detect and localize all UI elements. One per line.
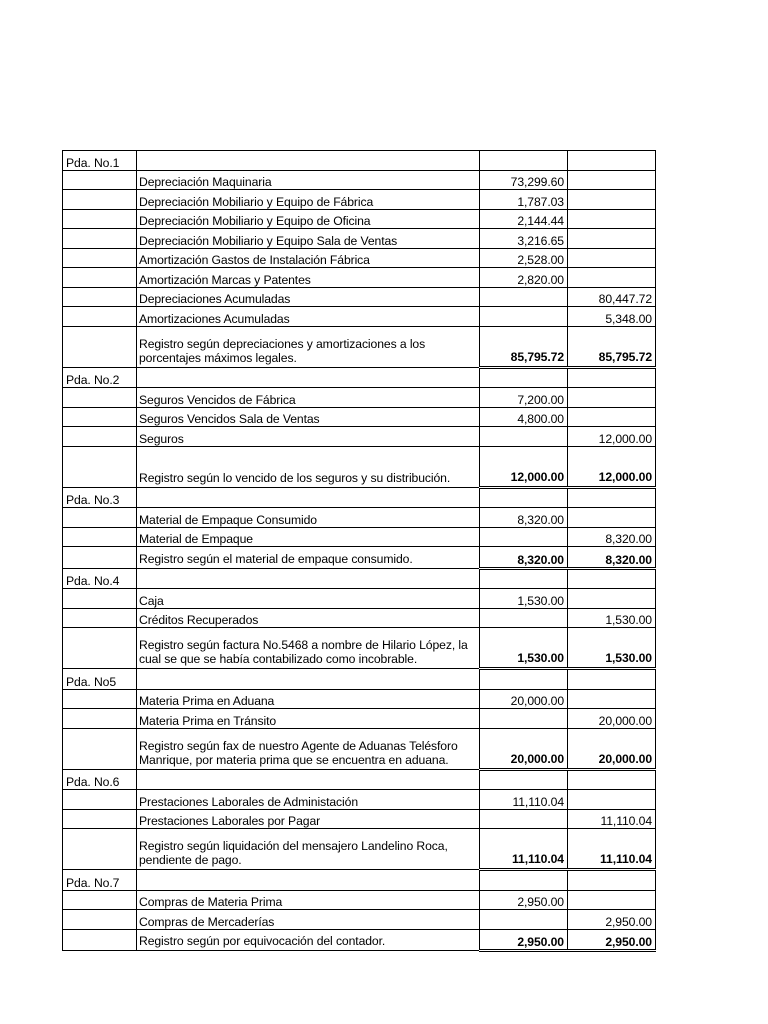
empty-cell <box>568 769 656 790</box>
debit-amount <box>480 427 568 447</box>
debit-amount: 11,110.04 <box>480 790 568 810</box>
credit-amount: 1,530.00 <box>568 608 656 628</box>
account-line-row <box>63 268 656 288</box>
debit-amount: 2,528.00 <box>480 248 568 268</box>
credit-amount <box>568 407 656 427</box>
empty-cell <box>63 790 137 810</box>
account-name: Créditos Recuperados <box>137 608 480 628</box>
empty-cell <box>568 870 656 891</box>
account-name: Depreciación Mobiliario y Equipo de Oficina <box>137 209 480 229</box>
entry-label: Pda. No.7 <box>63 870 137 891</box>
total-debit: 11,110.04 <box>480 829 568 870</box>
credit-amount: 2,950.00 <box>568 910 656 930</box>
empty-cell <box>63 209 137 229</box>
total-credit: 8,320.00 <box>568 547 656 569</box>
credit-amount <box>568 229 656 249</box>
empty-cell <box>480 487 568 508</box>
empty-cell <box>63 628 137 669</box>
empty-cell <box>63 728 137 769</box>
account-line-row <box>63 910 656 930</box>
account-name: Material de Empaque Consumido <box>137 508 480 528</box>
total-credit: 11,110.04 <box>568 829 656 870</box>
credit-amount: 11,110.04 <box>568 809 656 829</box>
entry-description-row <box>63 326 656 367</box>
entry-header-row <box>63 367 656 388</box>
debit-amount <box>480 527 568 547</box>
entry-description-row <box>63 728 656 769</box>
empty-cell <box>63 910 137 930</box>
account-line-row <box>63 229 656 249</box>
empty-cell <box>480 568 568 589</box>
entry-description-row <box>63 446 656 487</box>
empty-cell <box>480 367 568 388</box>
account-line-row <box>63 209 656 229</box>
credit-amount <box>568 388 656 408</box>
entry-description: Registro según factura No.5468 a nombre de Hilario López, la cual se que se había contabilizado como incobrable. <box>137 628 480 669</box>
entry-description-row <box>63 628 656 669</box>
account-line-row <box>63 170 656 190</box>
empty-cell <box>63 508 137 528</box>
empty-cell <box>63 446 137 487</box>
credit-amount <box>568 689 656 709</box>
empty-cell <box>480 151 568 171</box>
empty-cell <box>63 427 137 447</box>
empty-cell <box>63 929 137 951</box>
debit-amount: 8,320.00 <box>480 508 568 528</box>
debit-amount <box>480 709 568 729</box>
credit-amount <box>568 890 656 910</box>
empty-cell <box>137 669 480 690</box>
account-name: Material de Empaque <box>137 527 480 547</box>
empty-cell <box>63 709 137 729</box>
account-name: Seguros Vencidos de Fábrica <box>137 388 480 408</box>
entry-label: Pda. No.2 <box>63 367 137 388</box>
entry-description: Registro según el material de empaque consumido. <box>137 547 480 569</box>
empty-cell <box>137 151 480 171</box>
empty-cell <box>63 307 137 327</box>
total-debit: 1,530.00 <box>480 628 568 669</box>
debit-amount: 20,000.00 <box>480 689 568 709</box>
credit-amount: 5,348.00 <box>568 307 656 327</box>
empty-cell <box>63 326 137 367</box>
account-line-row <box>63 790 656 810</box>
account-line-row <box>63 709 656 729</box>
account-line-row <box>63 388 656 408</box>
account-line-row <box>63 248 656 268</box>
entry-header-row <box>63 151 656 171</box>
account-name: Depreciación Mobiliario y Equipo de Fábrica <box>137 190 480 210</box>
entry-description-row <box>63 929 656 951</box>
journal-body <box>63 151 656 951</box>
empty-cell <box>63 547 137 569</box>
credit-amount <box>568 190 656 210</box>
empty-cell <box>63 809 137 829</box>
credit-amount: 8,320.00 <box>568 527 656 547</box>
empty-cell <box>63 527 137 547</box>
credit-amount <box>568 790 656 810</box>
empty-cell <box>63 268 137 288</box>
total-debit: 85,795.72 <box>480 326 568 367</box>
empty-cell <box>63 170 137 190</box>
empty-cell <box>480 870 568 891</box>
account-line-row <box>63 190 656 210</box>
empty-cell <box>63 608 137 628</box>
debit-amount: 1,530.00 <box>480 589 568 609</box>
empty-cell <box>480 669 568 690</box>
total-debit: 8,320.00 <box>480 547 568 569</box>
account-name: Seguros <box>137 427 480 447</box>
total-credit: 20,000.00 <box>568 728 656 769</box>
debit-amount: 7,200.00 <box>480 388 568 408</box>
account-line-row <box>63 527 656 547</box>
empty-cell <box>568 487 656 508</box>
empty-cell <box>63 287 137 307</box>
entry-label: Pda. No5 <box>63 669 137 690</box>
empty-cell <box>137 870 480 891</box>
credit-amount <box>568 170 656 190</box>
account-name: Caja <box>137 589 480 609</box>
total-debit: 2,950.00 <box>480 929 568 951</box>
entry-description: Registro según liquidación del mensajero Landelino Roca, pendiente de pago. <box>137 829 480 870</box>
account-name: Materia Prima en Aduana <box>137 689 480 709</box>
empty-cell <box>137 769 480 790</box>
debit-amount: 1,787.03 <box>480 190 568 210</box>
debit-amount: 3,216.65 <box>480 229 568 249</box>
total-credit: 1,530.00 <box>568 628 656 669</box>
debit-amount <box>480 287 568 307</box>
empty-cell <box>568 568 656 589</box>
empty-cell <box>63 689 137 709</box>
account-name: Prestaciones Laborales por Pagar <box>137 809 480 829</box>
account-name: Depreciación Mobiliario y Equipo Sala de Ventas <box>137 229 480 249</box>
account-name: Amortización Marcas y Patentes <box>137 268 480 288</box>
entry-description: Registro según depreciaciones y amortizaciones a los porcentajes máximos legales. <box>137 326 480 367</box>
account-line-row <box>63 608 656 628</box>
debit-amount <box>480 608 568 628</box>
debit-amount: 2,950.00 <box>480 890 568 910</box>
total-credit: 2,950.00 <box>568 929 656 951</box>
account-name: Depreciación Maquinaria <box>137 170 480 190</box>
account-line-row <box>63 589 656 609</box>
entry-label: Pda. No.6 <box>63 769 137 790</box>
empty-cell <box>63 190 137 210</box>
debit-amount <box>480 910 568 930</box>
empty-cell <box>63 589 137 609</box>
credit-amount <box>568 268 656 288</box>
account-name: Amortizaciones Acumuladas <box>137 307 480 327</box>
entry-description-row <box>63 829 656 870</box>
entry-label: Pda. No.3 <box>63 487 137 508</box>
entry-header-row <box>63 769 656 790</box>
empty-cell <box>63 829 137 870</box>
empty-cell <box>568 367 656 388</box>
credit-amount <box>568 589 656 609</box>
entry-header-row <box>63 870 656 891</box>
entry-label: Pda. No.1 <box>63 151 137 171</box>
account-name: Depreciaciones Acumuladas <box>137 287 480 307</box>
account-line-row <box>63 809 656 829</box>
empty-cell <box>63 890 137 910</box>
total-credit: 12,000.00 <box>568 446 656 487</box>
entry-label: Pda. No.4 <box>63 568 137 589</box>
debit-amount: 2,820.00 <box>480 268 568 288</box>
empty-cell <box>568 151 656 171</box>
entry-description-row <box>63 547 656 569</box>
entry-header-row <box>63 568 656 589</box>
entry-description: Registro según por equivocación del contador. <box>137 929 480 951</box>
account-line-row <box>63 890 656 910</box>
account-name: Prestaciones Laborales de Administación <box>137 790 480 810</box>
account-name: Compras de Materia Prima <box>137 890 480 910</box>
debit-amount: 73,299.60 <box>480 170 568 190</box>
credit-amount <box>568 248 656 268</box>
debit-amount: 4,800.00 <box>480 407 568 427</box>
credit-amount <box>568 508 656 528</box>
entry-header-row <box>63 669 656 690</box>
credit-amount: 12,000.00 <box>568 427 656 447</box>
empty-cell <box>137 487 480 508</box>
account-line-row <box>63 307 656 327</box>
account-name: Materia Prima en Tránsito <box>137 709 480 729</box>
debit-amount <box>480 809 568 829</box>
credit-amount: 20,000.00 <box>568 709 656 729</box>
account-line-row <box>63 287 656 307</box>
account-name: Seguros Vencidos Sala de Ventas <box>137 407 480 427</box>
debit-amount <box>480 307 568 327</box>
account-line-row <box>63 427 656 447</box>
total-credit: 85,795.72 <box>568 326 656 367</box>
entry-header-row <box>63 487 656 508</box>
account-name: Amortización Gastos de Instalación Fábrica <box>137 248 480 268</box>
empty-cell <box>137 568 480 589</box>
empty-cell <box>63 248 137 268</box>
total-debit: 12,000.00 <box>480 446 568 487</box>
empty-cell <box>63 407 137 427</box>
credit-amount: 80,447.72 <box>568 287 656 307</box>
total-debit: 20,000.00 <box>480 728 568 769</box>
empty-cell <box>480 769 568 790</box>
empty-cell <box>63 229 137 249</box>
account-line-row <box>63 407 656 427</box>
credit-amount <box>568 209 656 229</box>
journal-entries-table <box>62 150 656 952</box>
empty-cell <box>137 367 480 388</box>
empty-cell <box>63 388 137 408</box>
entry-description: Registro según fax de nuestro Agente de Aduanas Telésforo Manrique, por materia prima que se encuentra en aduana. <box>137 728 480 769</box>
account-name: Compras de Mercaderías <box>137 910 480 930</box>
account-line-row <box>63 508 656 528</box>
debit-amount: 2,144.44 <box>480 209 568 229</box>
account-line-row <box>63 689 656 709</box>
entry-description: Registro según lo vencido de los seguros y su distribución. <box>137 446 480 487</box>
empty-cell <box>568 669 656 690</box>
